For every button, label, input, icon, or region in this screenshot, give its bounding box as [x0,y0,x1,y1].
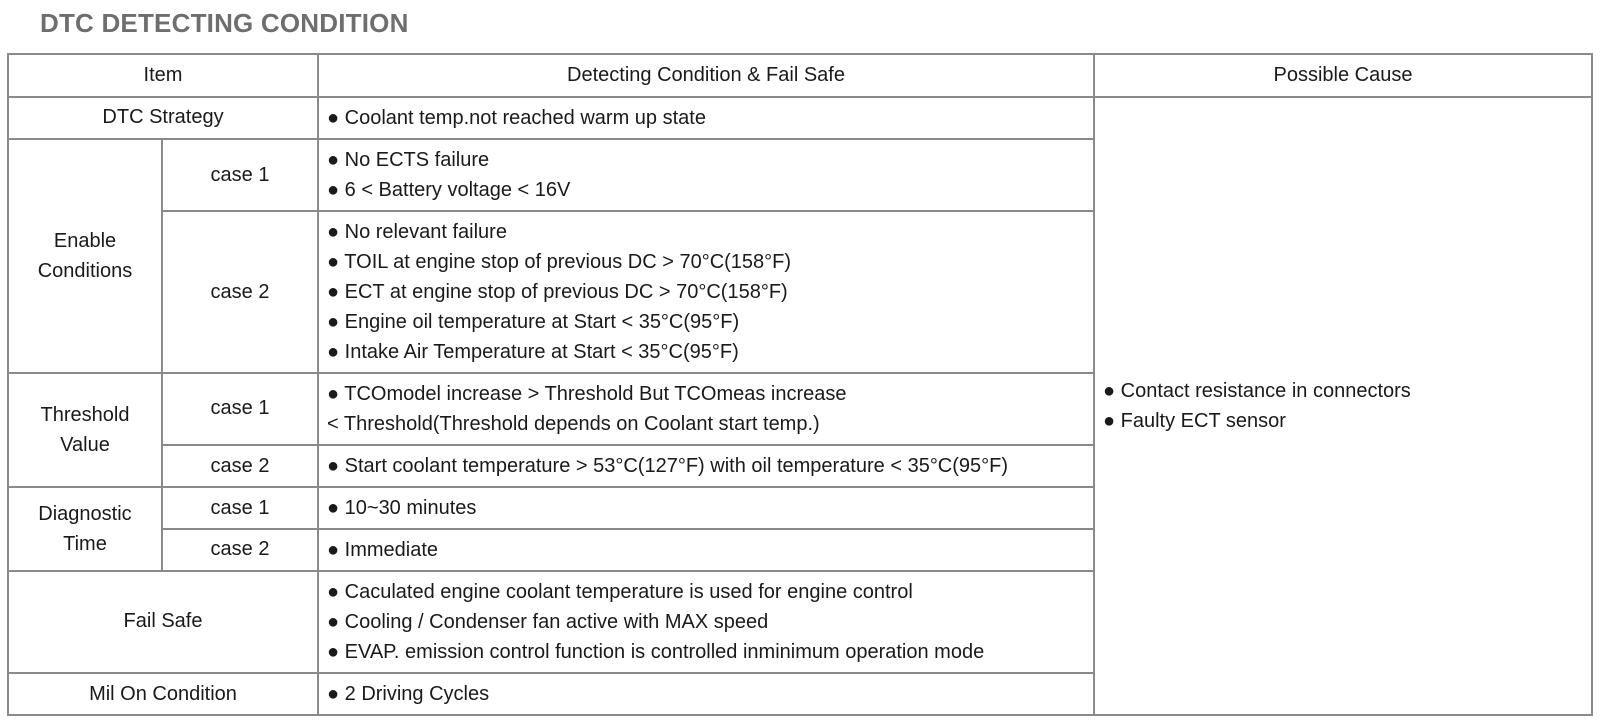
condition-line: ● Caculated engine coolant temperature is used for engine control [327,580,913,603]
label-line: Threshold [40,403,130,426]
condition-line: ● ECT at engine stop of previous DC > 70°C(158°F) [327,281,788,304]
condition-line: ● Intake Air Temperature at Start < 35°C(95°F) [327,341,739,364]
condition-line: ● Immediate [327,538,439,561]
label-line: Enable [53,229,117,252]
label-line: Diagnostic [38,503,132,525]
row-label-fail-safe: Fail Safe [8,571,318,673]
table-row [8,97,1592,139]
case-label: case 2 [162,211,318,372]
mil-on-condition [318,673,1094,715]
possible-cause-line: ● Contact resistance in connectors [1103,379,1411,402]
row-label-dtc-strategy: DTC Strategy [8,97,318,139]
row-label-threshold-value [8,373,162,487]
threshold-case1-condition [318,373,1094,446]
header-possible-cause: Possible Cause [1094,54,1592,97]
label-line: Time [63,533,107,555]
enable-case1-condition [318,139,1094,212]
label-line: Value [60,433,110,456]
condition-line: ● Engine oil temperature at Start < 35°C(95°F) [327,311,740,334]
enable-case2-condition [318,211,1094,372]
label-line: Conditions [37,259,133,282]
diagnostic-case2-condition [318,529,1094,571]
row-label-enable-conditions [8,139,162,373]
table-header-row [8,54,1592,97]
case-label: case 1 [162,487,318,529]
diagnostic-case1-condition [318,487,1094,529]
dtc-strategy-condition [318,97,1094,139]
condition-line: ● 10~30 minutes [327,497,477,520]
condition-line: ● Start coolant temperature > 53°C(127°F) with oil temperature < 35°C(95°F) [327,455,1009,478]
row-label-diagnostic-time [8,487,162,571]
dtc-condition-table [7,53,1593,716]
condition-line: ● No relevant failure [327,221,507,244]
case-label: case 2 [162,445,318,487]
condition-line: ● Cooling / Condenser fan active with MAX speed [327,610,769,633]
condition-line: < Threshold(Threshold depends on Coolant start temp.) [327,412,820,435]
case-label: case 1 [162,373,318,446]
page-title: DTC DETECTING CONDITION [40,8,409,38]
condition-line: ● No ECTS failure [327,149,490,172]
condition-line: ● TCOmodel increase > Threshold But TCOmeas increase [327,382,847,405]
condition-line: ● Coolant temp.not reached warm up state [327,106,706,129]
header-item: Item [8,54,318,97]
header-detecting-condition: Detecting Condition & Fail Safe [318,54,1094,97]
possible-cause-cell [1094,97,1592,715]
fail-safe-condition [318,571,1094,673]
case-label: case 1 [162,139,318,212]
case-label: case 2 [162,529,318,571]
possible-cause-line: ● Faulty ECT sensor [1103,409,1286,432]
condition-line: ● EVAP. emission control function is controlled inminimum operation mode [327,640,985,663]
row-label-mil-on-condition: Mil On Condition [8,673,318,715]
condition-line: ● 2 Driving Cycles [327,683,490,706]
condition-line: ● TOIL at engine stop of previous DC > 70°C(158°F) [327,251,792,274]
condition-line: ● 6 < Battery voltage < 16V [327,179,571,202]
threshold-case2-condition [318,445,1094,487]
